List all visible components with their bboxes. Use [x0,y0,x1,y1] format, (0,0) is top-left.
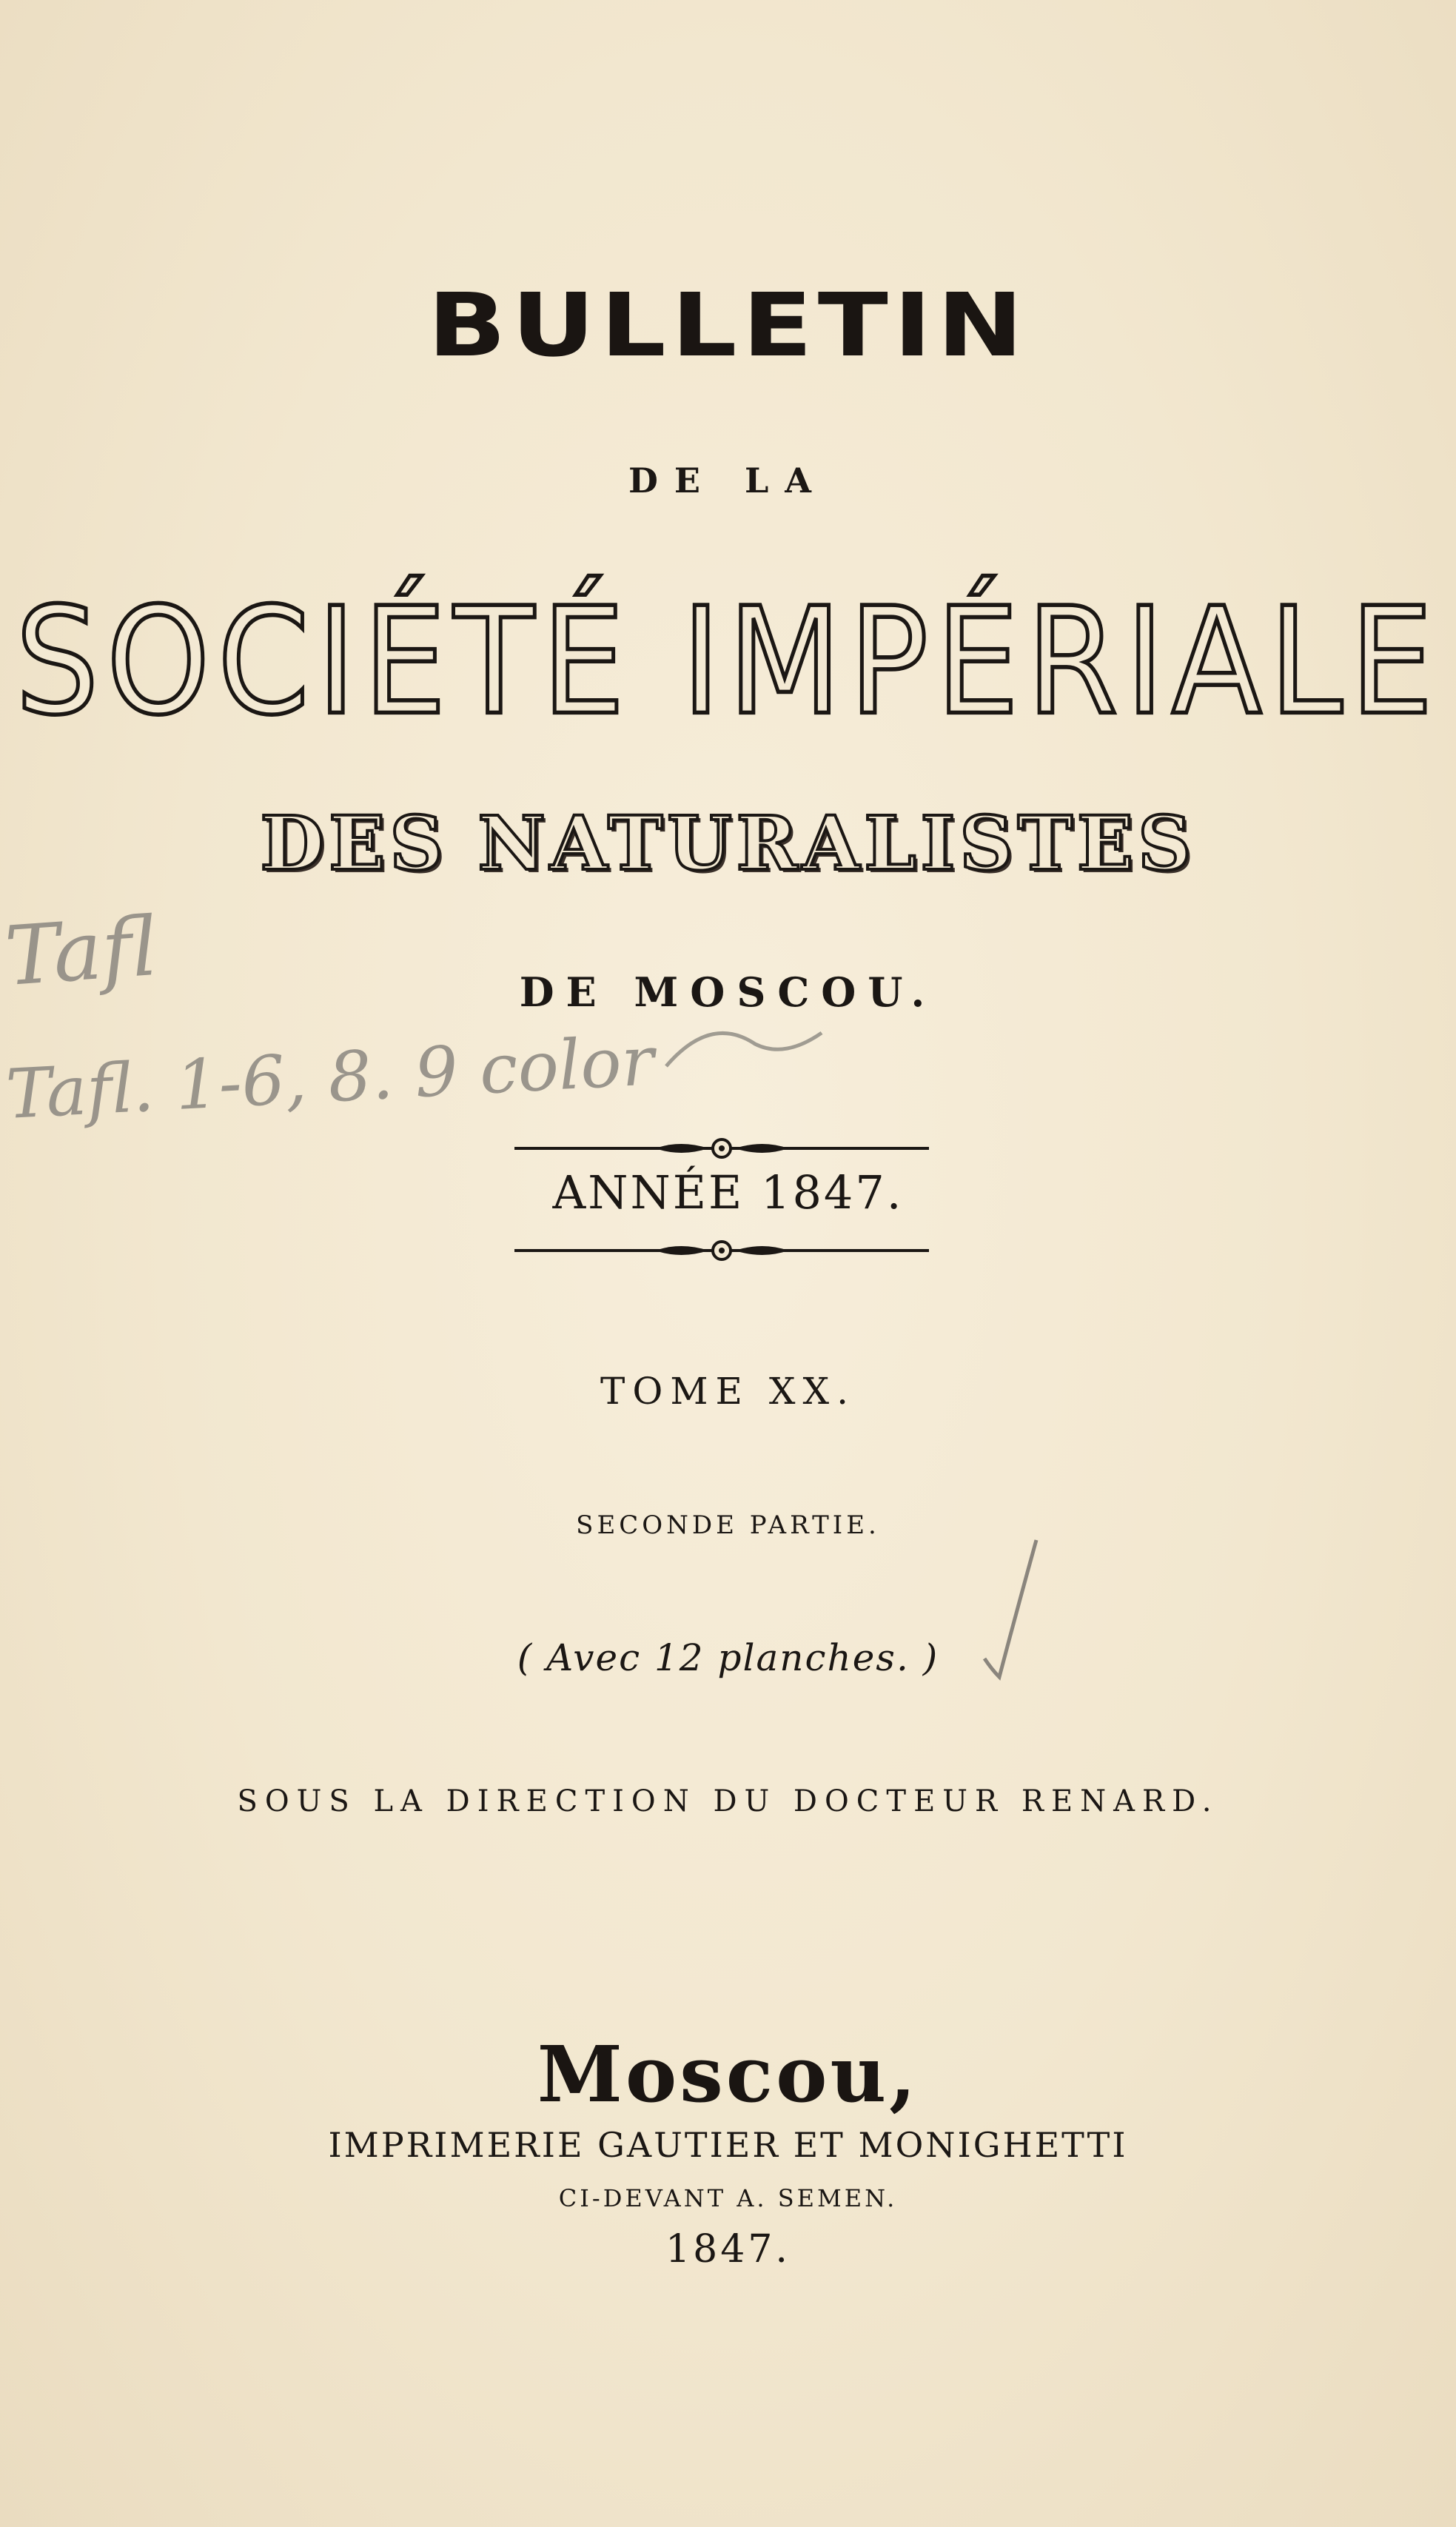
societe-imperiale-heading: SOCIÉTÉ IMPÉRIALE [15,575,1441,748]
bulletin-heading: BULLETIN [427,274,1029,376]
pencil-note-line1: Tafl [1,899,160,1004]
pencil-check-icon [977,1533,1044,1681]
direction-text: SOUS LA DIRECTION DU DOCTEUR RENARD. [237,1784,1219,1818]
seconde-partie-text: SECONDE PARTIE. [576,1510,880,1540]
des-naturalistes-heading: DES NATURALISTES [260,800,1196,887]
pencil-annotation [0,874,873,1199]
tome-text: TOME XX. [600,1370,856,1413]
pencil-note-line2: Tafl. 1-6, 8. 9 color [4,1021,657,1134]
imprint-printer: IMPRIMERIE GAUTIER ET MONIGHETTI [328,2125,1128,2165]
annee-text: ANNÉE 1847. [552,1165,904,1219]
imprint-city: Moscou, [537,2029,919,2120]
ornamental-rule-icon [514,1238,929,1263]
planches-text: ( Avec 12 planches. ) [517,1636,939,1679]
imprint-formerly: CI-DEVANT A. SEMEN. [558,2184,898,2212]
imprint-year: 1847. [665,2227,791,2272]
de-moscou-text: DE MOSCOU. [519,968,937,1016]
de-la-text: DE LA [628,461,828,501]
